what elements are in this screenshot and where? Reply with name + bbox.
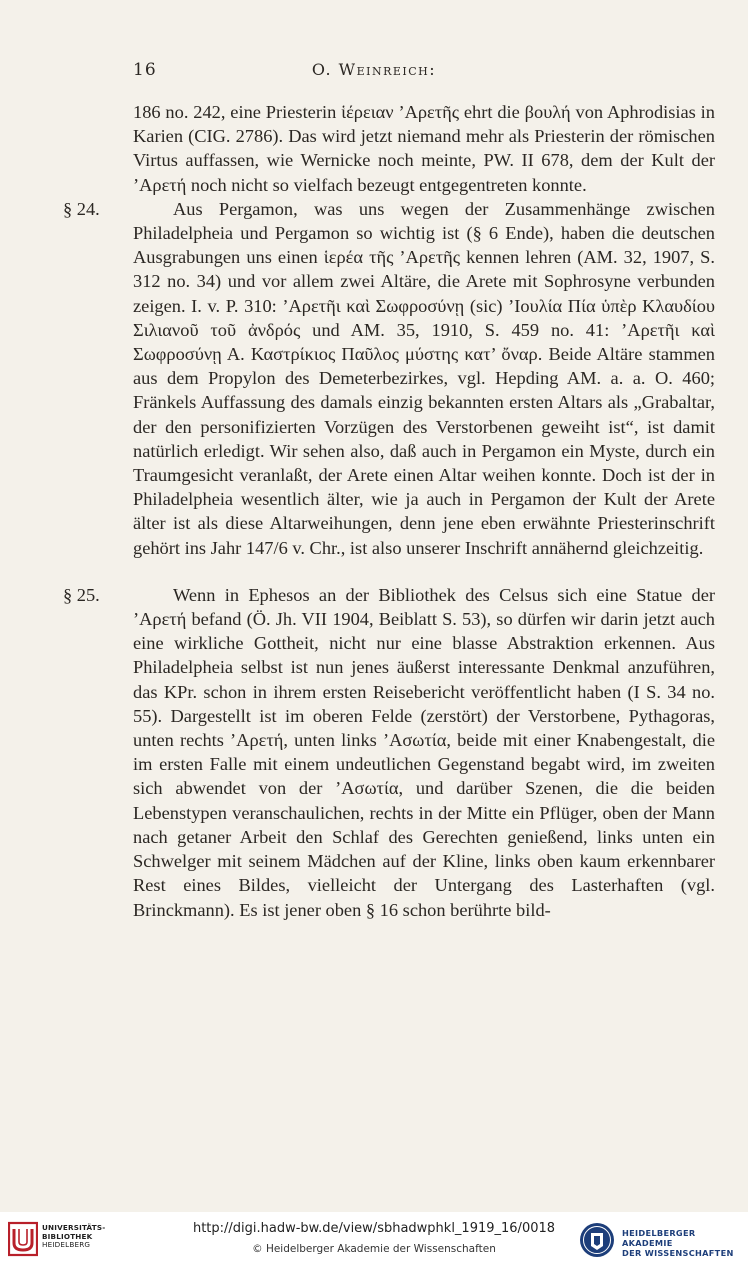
body-text (63, 100, 715, 922)
academy-name (622, 1228, 748, 1258)
paragraph-text: Aus Pergamon, was uns wegen der Zusammenhänge zwischen Philadelpheia und Pergamon so wichtig ist (§ 6 Ende), haben die deutschen Ausgrabungen uns einen ἱερέα τῆς ’Αρετῆς kennen lehren (AM. 32, 1907, S. 312 no. 34) und vor allem zwei Altäre, die Arete mit Sophrosyne verbunden zeigen. I. v. P. 310: ’Αρετῆι καὶ Σωφροσύνῃ (sic) ’Ιουλία Πία ὑπὲρ Κλαυδίου Σιλιανοῦ τοῦ ἀνδρός und AM. 35, 1910, S. 459 no. 41: ’Αρετῆι καὶ Σωφροσύνῃ Α. Καστρίκιος Παῦλος μύστης κατ’ ὄναρ. Beide Altäre stammen aus dem Propylon des Demeterbezirkes, vgl. Hepding AM. a. a. O. 460; Fränkels Auffassung des damals einzig bekannten ersten Altars als „Grabaltar, der den personifizierten Vorzügen des Verstorbenen geweiht ist“, ist damit natürlich erledigt. Wir sehen also, daß auch in Pergamon ein Myste, durch ein Traumgesicht veranlaßt, der Arete einen Altar weihen konnte. Doch ist der in Philadelpheia wesentlich älter, wie ja auch in Pergamon der Kult der Arete älter ist als diese Altarweihungen, denn jene eben erwähnte Priesterinschrift gehört ins Jahr 147/6 v. Chr., ist also unserer Inschrift annähernd gleichzeitig. (133, 198, 715, 558)
running-head (0, 60, 748, 86)
paragraph-continuation (133, 100, 715, 197)
paragraph-text: 186 no. 242, eine Priesterin ἱέρειαν ’Αρετῆς ehrt die βουλή von Aphrodisias in Karien (CIG. 2786). Das wird jetzt niemand mehr als Priesterin der römischen Virtus auffassen, wie Wernicke noch meinte, PW. II 678, dem der Kult der ’Αρετή noch nicht so vielfach bezeugt entgegentreten konnte. (133, 102, 715, 195)
permalink-url[interactable]: http://digi.hadw-bw.de/view/sbhadwphkl_1919_16/0018 (192, 1221, 556, 1236)
library-line-1: UNIVERSITÄTS- (42, 1223, 106, 1232)
section-number: § 25. (63, 584, 100, 605)
library-line-2: BIBLIOTHEK (42, 1231, 93, 1241)
page-number: 16 (133, 60, 157, 80)
copyright-notice: © Heidelberger Akademie der Wissenschaften (252, 1243, 496, 1255)
academy-seal-icon (577, 1221, 617, 1259)
academy-line-1: HEIDELBERGER AKADEMIE (622, 1228, 696, 1248)
library-line-3: HEIDELBERG (42, 1240, 91, 1250)
digitization-footer (0, 1212, 748, 1265)
section-number: § 24. (63, 198, 100, 219)
paragraph-section-25 (63, 583, 715, 922)
paragraph-text: Wenn in Ephesos an der Bibliothek des Celsus sich eine Statue der ’Αρετή befand (Ö. Jh. VII 1904, Beiblatt S. 53), so dürfen wir darin jetzt auch eine wirkliche Gottheit, nicht nur eine blasse Abstraktion erkennen. Aus Philadelpheia selbst ist nun jenes äußerst interessante Denkmal anzuführen, das KPr. schon in ihrem ersten Reisebericht veröffentlicht haben (I S. 34 no. 55). Dargestellt ist im oberen Felde (zerstört) der Verstorbene, Pythagoras, unten rechts ’Αρετή, unten links ’Ασωτία, beide mit einer Knabengestalt, die im ersten Falle mit einem undeutlichen Gegenstand begabt wird, im zweiten sich abwendet von der ’Ασωτία, und darüber Szenen, die die beiden Lebenstypen veranschaulichen, rechts in der Mitte ein Pflüger, oben der Mann nach getaner Arbeit den Schlaf des Gerechten genießend, links unten ein Schwelger mit seinem Mädchen auf der Kline, links oben kaum erkennbarer Rest eines Bildes, vielleicht der Untergang des Lasterhaften (vgl. Brinckmann). Es ist jener oben § 16 schon berührte bild- (133, 584, 715, 920)
running-head-author: O. Weinreich: (311, 60, 437, 79)
academy-line-2: DER WISSENSCHAFTEN (622, 1248, 734, 1258)
paragraph-section-24 (63, 197, 715, 560)
